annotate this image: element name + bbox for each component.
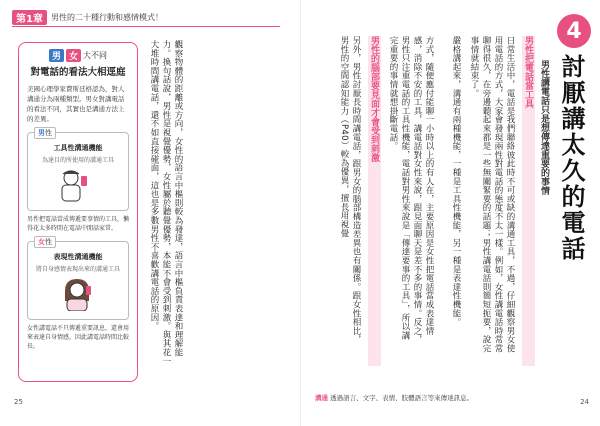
page-number-right: 24 [580,398,589,406]
right-text-b: 嚴格講起來，溝通有兩種機能，一種是工具性機能，另一種是表達性機能。 [451,36,461,327]
sidebar-badge [19,49,137,62]
female-badge: 女 [66,49,81,62]
page-title: 討厭講太久的電話 [557,54,585,262]
woman-phone-illustration [32,277,124,311]
female-box-sub: 將自身感情表現出來的溝通工具 [35,266,120,273]
male-box-sub: 為達目的所使用的溝通工具 [41,157,114,164]
header-divider [12,26,280,27]
right-page [300,0,600,426]
topic-number-badge: 4 [557,14,591,48]
right-text-d: 另外，男性討厭長時間講電話，跟男女的腦部構造差異也有關係。跟女性相比，男性的空間認知能力（P40）較為優異，擅長用視覺 [339,36,361,344]
male-note: 男性把電話當成傳遞要事情的工具，懶得花太多時間在電話中閒話家常。 [27,216,130,232]
footnote-key: 溝通 [315,394,328,402]
female-note: 女性講電話不只傳遞重要訊息，還會用來表達自身情感，因此講電話時間比較長。 [27,325,130,350]
badge-text: 大不同 [83,51,108,60]
female-box [27,238,129,320]
section-heading-brain: 男性的腦部要見面才會受到刺激 [368,36,381,366]
footnote [315,393,473,402]
left-body-text: 觀察物體的距離或方向，女性的語言中樞則較為發達，語言中樞負責表達和理解能力。換句話說，男性是視覺優勢，女性屬於聽覺優勢，本能不會受到刺激。與其花一大堆時間講電話，還不如直接碰面，這也是多數男性不喜歡講電話的原因。 [149,40,183,366]
page-number-left: 25 [14,398,23,406]
male-tag: 男性 [34,127,56,139]
right-text-c: 方式，隨便應付能聊一小時以上的有人在，主要原因是女性把電話當成表達情感，消除不安的工具，講電話對女性來說，跟見面聊天是差不多的事情。反之，男性只注重電話的工具性機能，電話對男性來說是「傳達要事的工具」，所以講完重要的事情就想掛斷電話。 [388,36,434,344]
sidebar-intro: 美國心理學家費斯廷格認為，對人溝通分為兩種類型。男女對講電話的看法不同，其實也是溝通方法上的差異。 [27,85,125,123]
page-subtitle: 男性講電話只是想傳達重要的事情 [539,60,549,195]
sidebar-title: 對電話的看法大相逕庭 [30,67,126,78]
male-badge: 男 [49,49,64,62]
female-box-label: 表現性溝通機能 [53,253,103,261]
man-phone-illustration [32,168,124,202]
chapter-header [12,10,163,25]
right-text-a: 日常生活中，電話是我們聯絡彼此時不可或缺的溝通工具，不過，仔細觀察男女使用電話的方式，大家會發現兩性對電話的態度不太一樣。例如，女性講電話時常常聊得很久，在旁邊聽起來都是一些無關緊要的話題；男性講電話則簡短扼要，說完事情就結束了。 [469,36,515,353]
left-body [148,40,288,370]
male-box [27,129,129,211]
footnote-text: 透過語言、文字、表情、肢體語言等來傳達訊息。 [330,394,474,402]
female-tag: 女性 [34,236,56,248]
right-column-b [338,36,435,366]
chapter-number: 第1章 [12,10,47,25]
chapter-title: 男性的二十種行動和感情模式！ [50,13,163,22]
male-box-label: 工具性溝通機能 [53,144,103,152]
section-heading-tool: 男性把電話當工具 [522,36,535,366]
right-column-a [450,36,535,366]
sidebar-box [18,42,138,382]
